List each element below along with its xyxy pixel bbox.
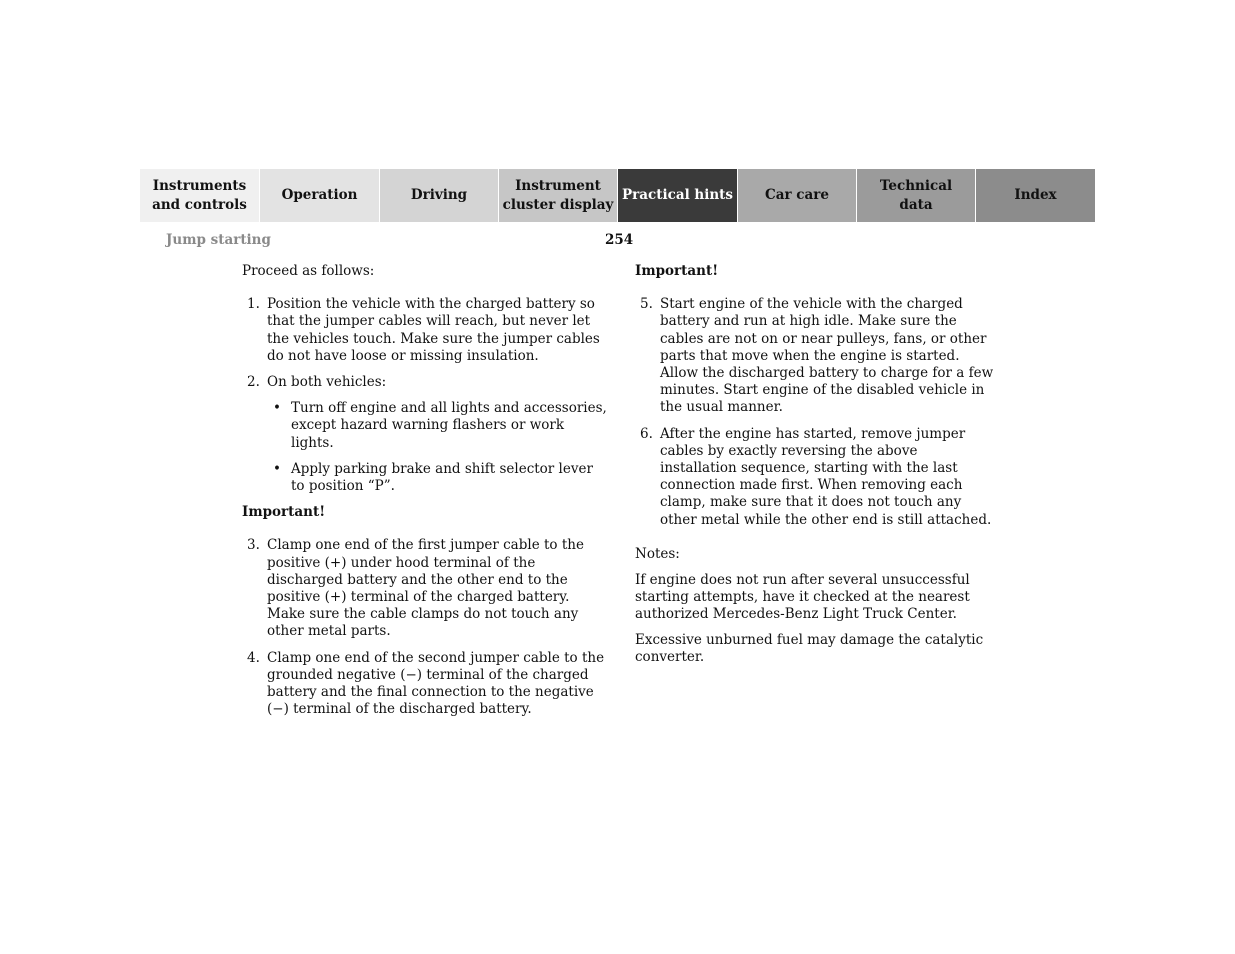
right-column: [635, 263, 995, 674]
step-item: [242, 650, 607, 719]
step-text: Clamp one end of the second jumper cable to the grounded negative (−) terminal of the charged battery and the final connection to the negative (−) terminal of the discharged battery.: [267, 649, 605, 718]
note-paragraph: If engine does not run after several unsuccessful starting attempts, have it checked at the nearest authorized Mercedes-Benz Light Truck Center.: [635, 572, 970, 623]
tab-index[interactable]: [976, 169, 1095, 222]
steps-list: [242, 296, 607, 495]
tab-label: Instrument cluster display: [502, 177, 614, 213]
notes-heading: Notes:: [635, 545, 680, 562]
step-number: 5.: [640, 296, 653, 313]
tab-instruments-and-controls[interactable]: [140, 169, 260, 222]
tab-label: Operation: [281, 187, 358, 203]
bullet-item: [267, 461, 607, 495]
steps-list: [242, 537, 607, 718]
left-column: [242, 263, 607, 727]
step-number: 3.: [247, 537, 260, 554]
bullet-dot: •: [273, 460, 281, 477]
tab-driving[interactable]: [380, 169, 499, 222]
section-title: Jump starting: [166, 232, 271, 248]
tab-instrument-cluster-display[interactable]: [499, 169, 618, 222]
note-paragraph: Excessive unburned fuel may damage the catalytic converter.: [635, 631, 984, 665]
step-number: 1.: [247, 296, 260, 313]
intro-text: Proceed as follows:: [242, 263, 375, 279]
important-heading: Important!: [635, 263, 719, 279]
step-item: [635, 296, 995, 416]
tab-label: Practical hints: [622, 187, 733, 203]
step-text: Clamp one end of the first jumper cable to the positive (+) under hood terminal of the discharged battery and the other end to the positive (+) terminal of the charged battery. Make sure the cable clamps do not touch any other metal parts.: [267, 537, 584, 640]
tab-label: Instruments and controls: [152, 177, 247, 213]
step-text: On both vehicles:: [267, 374, 387, 391]
important-heading: Important!: [242, 504, 326, 521]
page-number: 254: [605, 232, 634, 248]
tab-car-care[interactable]: [738, 169, 857, 222]
tab-label: Car care: [765, 187, 829, 203]
step-text: Start engine of the vehicle with the charged battery and run at high idle. Make sure the cables are not on or near pulleys, fans, or other parts that move when the engine is started. Allow the discharged battery to charge for a few minutes. Start engine of the disabled vehicle in the usual manner.: [660, 296, 994, 416]
step-item: [242, 537, 607, 640]
step-number: 4.: [247, 649, 260, 666]
tab-label: Index: [1014, 187, 1057, 203]
bullet-text: Apply parking brake and shift selector lever to position “P”.: [291, 460, 593, 495]
step-number: 2.: [247, 374, 260, 391]
step-item: [242, 374, 607, 495]
bullet-item: [267, 400, 607, 452]
steps-list: [635, 296, 995, 529]
step-text: After the engine has started, remove jumper cables by exactly reversing the above installation sequence, starting with the last connection made first. When removing each clamp, make sure that it does not touch any other metal while the other end is still attached.: [660, 425, 992, 528]
tab-label: Driving: [410, 187, 468, 203]
step-number: 6.: [640, 425, 653, 442]
chapter-tabs: [140, 169, 1095, 222]
tab-technical-data[interactable]: [857, 169, 976, 222]
tab-operation[interactable]: [260, 169, 380, 222]
step-item: [635, 426, 995, 529]
bullet-text: Turn off engine and all lights and accessories, except hazard warning flashers or work lights.: [291, 400, 607, 451]
bullet-list: [267, 400, 607, 495]
tab-label: Technical data: [879, 177, 953, 213]
bullet-dot: •: [273, 400, 281, 417]
step-text: Position the vehicle with the charged battery so that the jumper cables will reach, but never let the vehicles touch. Make sure the jumper cables do not have loose or missing insulation.: [267, 296, 600, 364]
tab-practical-hints[interactable]: [618, 169, 738, 222]
step-item: [242, 296, 607, 365]
